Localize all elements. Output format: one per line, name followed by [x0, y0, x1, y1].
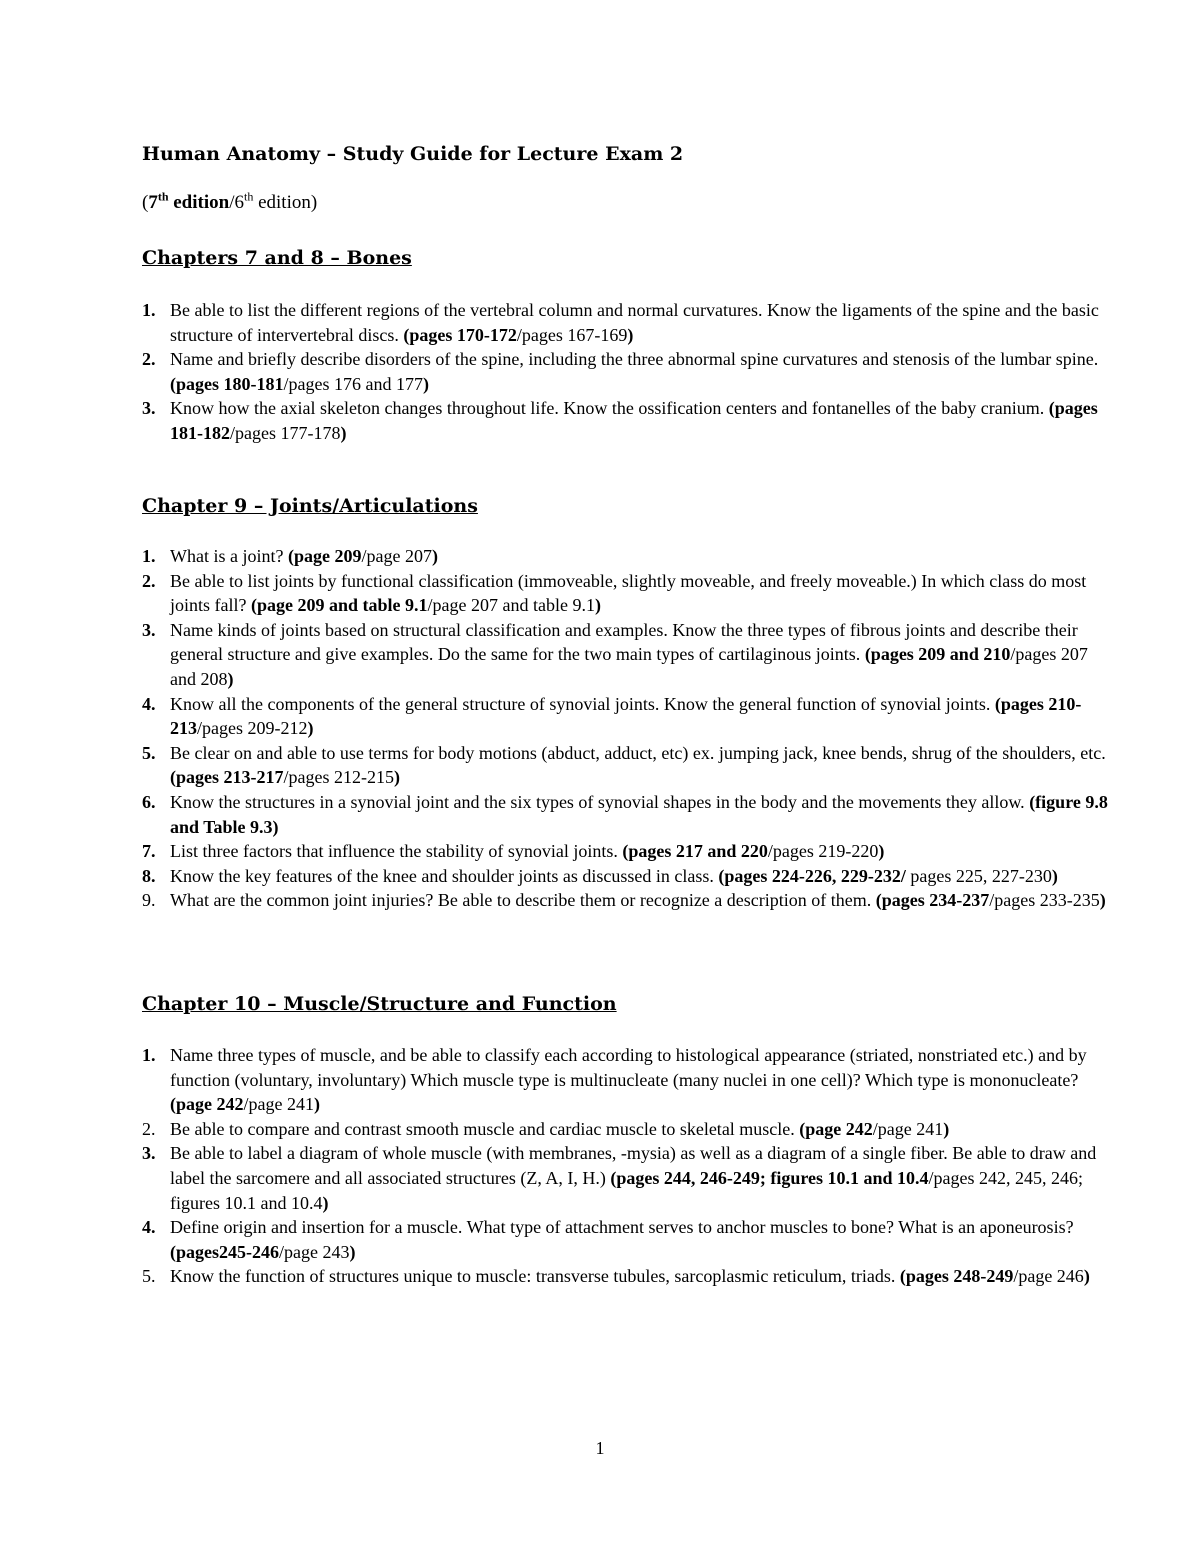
- list-item: [142, 692, 1117, 741]
- item-alt-ref: /page 243: [279, 1241, 350, 1262]
- item-number: 3.: [142, 1143, 156, 1164]
- item-text: Know the function of structures unique to muscle: transverse tubules, sarcoplasmic reticulum, triads.: [170, 1266, 900, 1287]
- item-list-bones: [142, 298, 1117, 446]
- item-text: What are the common joint injuries? Be able to describe them or recognize a description of them.: [170, 890, 876, 911]
- item-close: ): [322, 1192, 329, 1213]
- list-item: [142, 839, 1117, 864]
- item-close: ): [349, 1241, 356, 1262]
- list-item: [142, 888, 1117, 913]
- section-heading-bones: Chapters 7 and 8 – Bones: [142, 247, 412, 269]
- item-number: 1.: [142, 300, 156, 320]
- section-heading-joints: Chapter 9 – Joints/Articulations: [142, 495, 478, 517]
- edition-note: [142, 189, 318, 214]
- item-text: Be able to label a diagram of whole muscle (with membranes, -mysia) as well as a diagram of a single fiber. Be able to draw and label the sarcomere and all associated structures (Z, A, I, H.): [170, 1143, 1097, 1188]
- list-item: [142, 347, 1117, 396]
- item-page-ref: (pages 210-213: [170, 693, 1082, 739]
- edition-second-sup: th: [243, 189, 254, 204]
- item-number: 7.: [142, 841, 156, 862]
- item-number: 1.: [142, 1045, 156, 1065]
- item-text: Know how the axial skeleton changes throughout life. Know the ossification centers and fontanelles of the baby cranium.: [170, 398, 1049, 419]
- item-page-ref: (pages245-246: [170, 1241, 279, 1262]
- item-number: 8.: [142, 865, 156, 886]
- list-item: [142, 569, 1117, 618]
- item-list-muscle: [142, 1043, 1117, 1289]
- edition-second-num: 6: [234, 192, 244, 213]
- edition-open: (: [142, 192, 149, 213]
- list-item: [142, 298, 1117, 347]
- item-close: ): [627, 324, 634, 345]
- page-number: 1: [595, 1438, 605, 1458]
- item-number: 5.: [142, 742, 156, 763]
- item-page-ref: (pages 209 and 210: [864, 644, 1011, 665]
- item-close: ): [431, 546, 438, 566]
- item-close: ): [227, 668, 234, 689]
- item-page-ref: (pages 224-226, 229-232/: [718, 865, 906, 886]
- edition-second-label: edition): [253, 192, 318, 213]
- item-close: ): [307, 718, 314, 739]
- item-page-ref: (page 242: [799, 1118, 873, 1139]
- item-alt-ref: /pages 219-220: [767, 841, 879, 862]
- item-number: 2.: [142, 1118, 156, 1139]
- item-number: 1.: [142, 546, 156, 566]
- item-alt-ref: pages 225, 227-230: [905, 865, 1052, 886]
- item-alt-ref: /page 207 and table 9.1: [427, 595, 595, 616]
- item-page-ref: (page 242: [170, 1094, 244, 1115]
- item-text: Know the structures in a synovial joint and the six types of synovial shapes in the body and the movements they allow.: [170, 791, 1030, 812]
- item-alt-ref: /page 207: [361, 546, 432, 566]
- item-close: ): [422, 373, 429, 394]
- item-close: ): [943, 1118, 950, 1139]
- item-close: ): [1051, 865, 1058, 886]
- list-item: [142, 544, 1117, 569]
- list-item: [142, 618, 1117, 692]
- item-number: 9.: [142, 890, 156, 911]
- edition-first-label: edition: [168, 192, 230, 213]
- item-page-ref: (pages 217 and 220: [622, 841, 768, 862]
- item-text: What is a joint?: [170, 546, 288, 566]
- document-title: Human Anatomy – Study Guide for Lecture Exam 2: [142, 143, 684, 165]
- item-alt-ref: /pages 209-212: [197, 718, 308, 739]
- item-alt-ref: /pages 176 and 177: [283, 373, 423, 394]
- item-text: Know all the components of the general structure of synovial joints. Know the general function of synovial joints.: [170, 693, 995, 714]
- item-alt-ref: /pages 242, 245, 246; figures 10.1 and 10.4: [170, 1167, 1084, 1213]
- edition-first-num: 7: [148, 192, 158, 213]
- item-close: ): [393, 767, 400, 788]
- item-alt-ref: /pages 177-178: [230, 422, 341, 443]
- item-text: List three factors that influence the stability of synovial joints.: [170, 841, 623, 862]
- item-text: Name three types of muscle, and be able to classify each according to histological appearance (striated, nonstriated etc.) and by function (voluntary, involuntary) Which muscle type is multinucleate (many nuclei in one cell)? Which type is mononucleate?: [170, 1045, 1087, 1090]
- item-page-ref: (page 209: [287, 546, 362, 566]
- item-close: ): [313, 1094, 320, 1115]
- item-alt-ref: /pages 167-169: [516, 324, 628, 345]
- item-page-ref: (pages 170-172: [403, 324, 517, 345]
- item-close: ): [594, 595, 601, 616]
- list-item: [142, 741, 1117, 790]
- item-page-ref: (pages 180-181: [170, 373, 284, 394]
- item-number: 3.: [142, 619, 156, 640]
- item-number: 5.: [142, 1266, 156, 1287]
- item-number: 6.: [142, 791, 156, 812]
- list-item: [142, 1264, 1117, 1289]
- item-number: 2.: [142, 570, 156, 591]
- edition-sep: /: [229, 192, 235, 213]
- item-alt-ref: /page 241: [872, 1118, 944, 1139]
- list-item: [142, 864, 1117, 889]
- item-text: Name kinds of joints based on structural classification and examples. Know the three types of fibrous joints and describe their general structure and give examples. Do the same for the two main types of cartilaginous joints.: [170, 619, 1078, 665]
- item-page-ref: (pages 248-249: [899, 1266, 1014, 1287]
- list-item: [142, 790, 1117, 839]
- item-text: Be able to compare and contrast smooth muscle and cardiac muscle to skeletal muscle.: [170, 1118, 800, 1139]
- list-item: [142, 1043, 1117, 1117]
- item-alt-ref: /page 246: [1013, 1266, 1084, 1287]
- list-item: [142, 396, 1117, 445]
- item-close: ): [878, 841, 885, 862]
- item-number: 3.: [142, 398, 156, 419]
- item-close: ): [340, 422, 347, 443]
- item-text: Be clear on and able to use terms for body motions (abduct, adduct, etc) ex. jumping jack, knee bends, shrug of the shoulders, etc.: [170, 742, 1106, 763]
- item-text: Be able to list joints by functional classification (immoveable, slightly moveable, and freely moveable.) In which class do most joints fall?: [170, 570, 1087, 616]
- item-page-ref: (pages 213-217: [170, 767, 284, 788]
- item-close: ): [1099, 890, 1106, 911]
- item-page-ref: (figure 9.8 and Table 9.3): [170, 791, 1108, 837]
- item-page-ref: (page 209 and table 9.1: [250, 595, 428, 616]
- list-item: [142, 1117, 1117, 1142]
- item-number: 4.: [142, 1217, 156, 1238]
- item-text: Define origin and insertion for a muscle. What type of attachment serves to anchor muscles to bone? What is an aponeurosis?: [170, 1217, 1074, 1238]
- item-close: ): [1083, 1266, 1090, 1287]
- item-alt-ref: /pages 233-235: [989, 890, 1100, 911]
- item-page-ref: (pages 181-182: [170, 398, 1098, 443]
- list-item: [142, 1215, 1117, 1264]
- item-page-ref: (pages 244, 246-249; figures 10.1 and 10.4: [610, 1167, 929, 1188]
- item-alt-ref: /pages 207 and 208: [170, 644, 1088, 689]
- item-text: Know the key features of the knee and shoulder joints as discussed in class.: [170, 865, 719, 886]
- item-text: Be able to list the different regions of the vertebral column and normal curvatures. Know the ligaments of the spine and the basic structure of intervertebral discs.: [170, 300, 1099, 345]
- item-page-ref: (pages 234-237: [875, 890, 990, 911]
- item-alt-ref: /pages 212-215: [283, 767, 394, 788]
- section-heading-muscle: Chapter 10 – Muscle/Structure and Function: [142, 993, 617, 1015]
- item-text: Name and briefly describe disorders of the spine, including the three abnormal spine curvatures and stenosis of the lumbar spine.: [170, 349, 1099, 370]
- item-number: 4.: [142, 693, 156, 714]
- list-item: [142, 1141, 1117, 1215]
- item-number: 2.: [142, 349, 156, 370]
- item-list-joints: [142, 544, 1117, 913]
- edition-first-sup: th: [157, 189, 169, 204]
- item-alt-ref: /page 241: [243, 1094, 314, 1115]
